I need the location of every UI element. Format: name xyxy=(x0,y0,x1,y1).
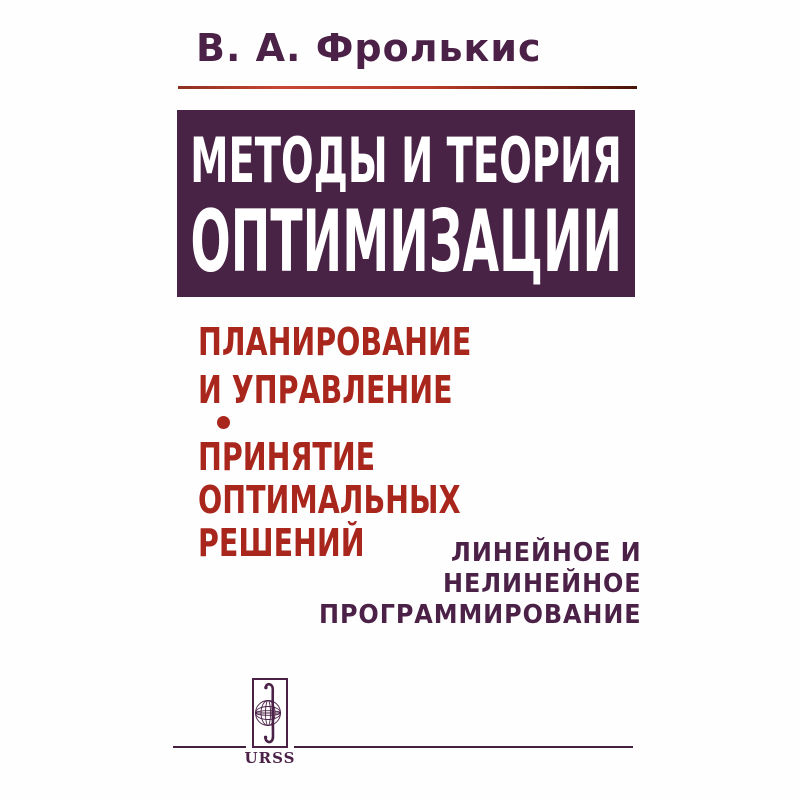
integral-globe-icon xyxy=(254,680,286,746)
subtitle-planning xyxy=(198,318,562,414)
publisher-rule-right xyxy=(294,746,633,748)
tagline-line: ПРОГРАММИРОВАНИЕ xyxy=(319,600,642,630)
subtitle-line: И УПРАВЛЕНИЕ xyxy=(198,368,453,412)
title-line-2: ОПТИМИЗАЦИИ xyxy=(190,192,622,292)
publisher-logo xyxy=(252,678,288,748)
tagline-line: НЕЛИНЕЙНОЕ xyxy=(443,569,642,599)
publisher-rule-left xyxy=(173,746,246,748)
subtitle-line: ПРИНЯТИЕ xyxy=(198,435,376,479)
globe-icon xyxy=(256,701,281,726)
title-line-1: МЕТОДЫ И ТЕОРИЯ xyxy=(190,124,622,197)
publisher-name: URSS xyxy=(244,749,296,767)
tagline-programming xyxy=(291,538,642,631)
author-divider-rule xyxy=(178,86,637,89)
author-name: В. А. Фролькис xyxy=(196,26,542,70)
subtitle-line: ОПТИМАЛЬНЫХ xyxy=(198,478,461,522)
subtitle-line: РЕШЕНИЙ xyxy=(198,521,365,565)
tagline-line: ЛИНЕЙНОЕ И xyxy=(451,538,642,568)
title-block xyxy=(177,110,635,297)
subtitle-line: ПЛАНИРОВАНИЕ xyxy=(198,320,472,364)
separator-bullet-icon xyxy=(217,416,230,429)
